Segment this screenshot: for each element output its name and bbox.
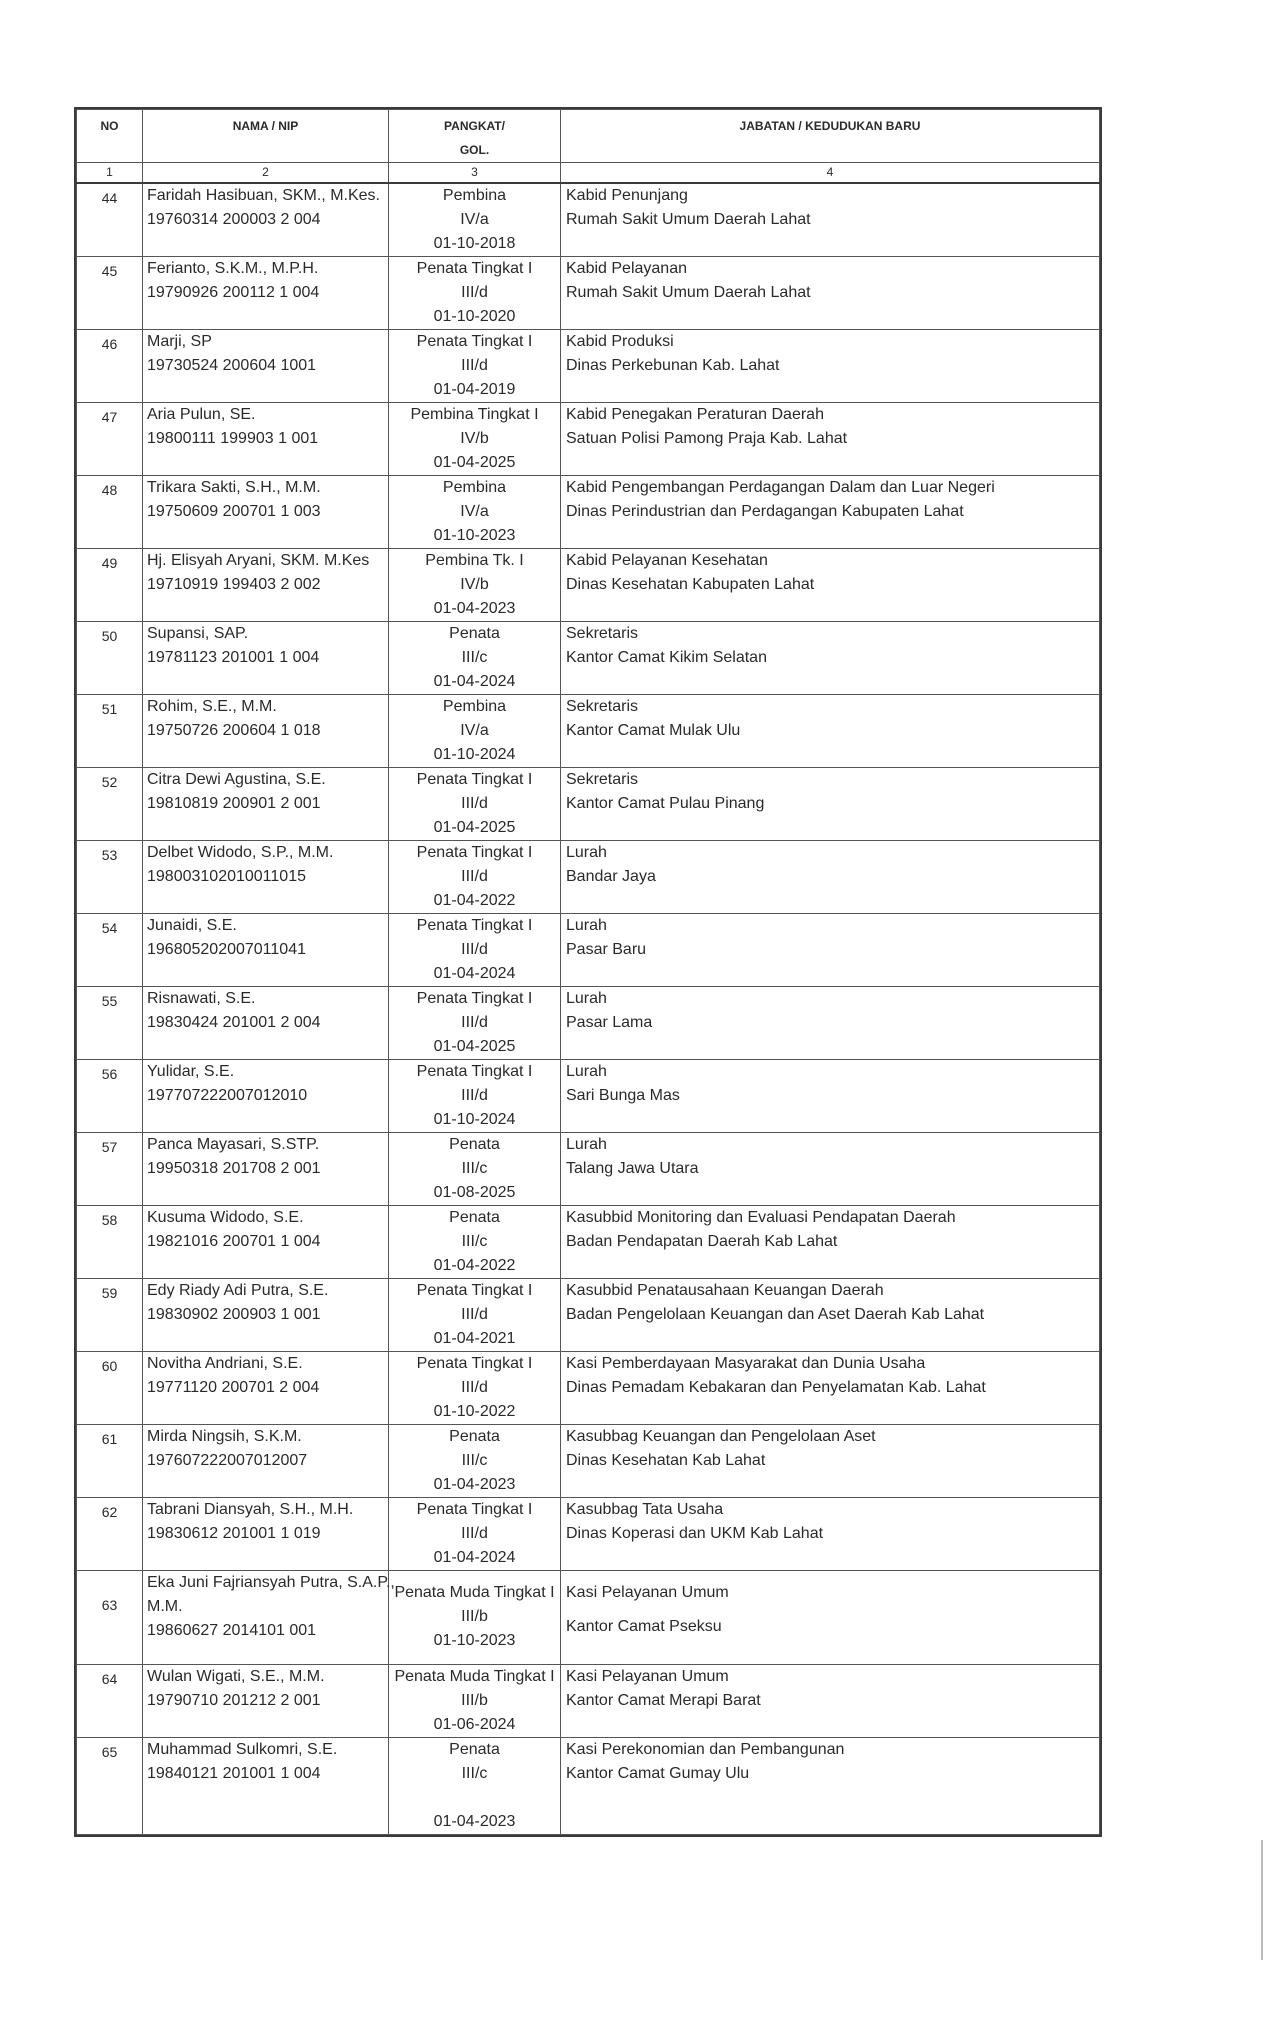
work-unit: Dinas Kesehatan Kabupaten Lahat [566,575,815,593]
employee-name: Delbet Widodo, S.P., M.M. [147,843,334,861]
rank-title: Penata Muda Tingkat I [394,1667,555,1685]
row-number: 50 [77,621,143,694]
rank-cell [389,986,561,1059]
rank-title: Penata [449,1427,500,1445]
row-number: 62 [77,1497,143,1570]
work-unit: Satuan Polisi Pamong Praja Kab. Lahat [566,429,848,447]
employee-nip: 19750726 200604 1 018 [147,721,321,739]
rank-title: Penata Tingkat I [416,259,533,277]
new-position: Kabid Penegakan Peraturan Daerah [566,405,824,423]
rank-date: 01-10-2024 [433,745,516,763]
name-nip-cell [143,1351,389,1424]
table-row [77,1205,1100,1278]
work-unit: Pasar Baru [566,940,647,958]
new-position: Lurah [566,1062,607,1080]
rank-grade: III/d [461,1013,488,1031]
rank-title: Penata [449,1135,500,1153]
rank-grade: III/b [461,1607,488,1625]
rank-title: Penata [449,1740,500,1758]
employee-nip: 19830424 201001 2 004 [147,1013,321,1031]
rank-date: 01-04-2024 [433,672,516,690]
position-cell [561,183,1100,257]
position-cell [561,1664,1100,1737]
rank-grade: III/d [461,794,488,812]
employee-name: Supansi, SAP. [147,624,249,642]
new-position: Lurah [566,916,607,934]
rank-cell [389,1737,561,1834]
position-cell [561,1497,1100,1570]
rank-date: 01-04-2024 [433,1548,516,1566]
row-number: 51 [77,694,143,767]
rank-title: Penata Tingkat I [416,916,533,934]
new-position: Sekretaris [566,624,639,642]
position-cell [561,329,1100,402]
rank-date: 01-06-2024 [433,1715,516,1733]
rank-date: 01-04-2025 [433,1037,516,1055]
work-unit: Pasar Lama [566,1013,653,1031]
rank-cell [389,1278,561,1351]
table-row [77,475,1100,548]
table-row [77,1497,1100,1570]
employee-name: Panca Mayasari, S.STP. [147,1135,320,1153]
name-nip-cell [143,548,389,621]
personnel-table [76,109,1100,1835]
rank-title: Pembina [442,186,507,204]
rank-grade: III/d [461,283,488,301]
employee-nip: 19710919 199403 2 002 [147,575,321,593]
work-unit: Dinas Perkebunan Kab. Lahat [566,356,780,374]
name-nip-cell [143,913,389,986]
employee-nip: 19750609 200701 1 003 [147,502,321,520]
row-number: 58 [77,1205,143,1278]
position-cell [561,256,1100,329]
employee-nip: 19790710 201212 2 001 [147,1691,321,1709]
table-row [77,402,1100,475]
position-cell [561,840,1100,913]
header-position: JABATAN / KEDUDUKAN BARU [561,110,1100,163]
position-cell [561,694,1100,767]
new-position: Kasi Perekonomian dan Pembangunan [566,1740,845,1758]
rank-title: Pembina [442,478,507,496]
table-row [77,1351,1100,1424]
rank-grade: IV/a [460,721,489,739]
name-nip-cell [143,840,389,913]
row-number: 57 [77,1132,143,1205]
work-unit: Sari Bunga Mas [566,1086,680,1104]
row-number: 49 [77,548,143,621]
position-cell [561,1570,1100,1664]
name-nip-cell [143,475,389,548]
new-position: Kasubbid Monitoring dan Evaluasi Pendapatan Daerah [566,1208,956,1226]
rank-cell [389,913,561,986]
name-nip-cell [143,694,389,767]
rank-cell [389,1664,561,1737]
work-unit: Kantor Camat Kikim Selatan [566,648,767,666]
rank-cell [389,548,561,621]
row-number: 47 [77,402,143,475]
employee-nip: 19730524 200604 1001 [147,356,317,374]
employee-name: Edy Riady Adi Putra, S.E. [147,1281,329,1299]
header-rank-line2: GOL. [459,143,490,157]
position-cell [561,621,1100,694]
employee-name: Wulan Wigati, S.E., M.M. [147,1667,325,1685]
rank-cell [389,256,561,329]
employee-name: Novitha Andriani, S.E. [147,1354,303,1372]
employee-name-cont: M.M. [147,1597,183,1615]
rank-date: 01-04-2021 [433,1329,516,1347]
position-cell [561,913,1100,986]
employee-nip: 19830612 201001 1 019 [147,1524,321,1542]
position-cell [561,986,1100,1059]
new-position: Kabid Pelayanan [566,259,687,277]
row-number: 44 [77,183,143,257]
rank-cell [389,767,561,840]
name-nip-cell [143,329,389,402]
work-unit: Kantor Camat Gumay Ulu [566,1764,750,1782]
rank-cell [389,183,561,257]
employee-nip: 19860627 2014101 001 [147,1621,317,1639]
rank-date: 01-04-2023 [433,599,516,617]
rank-title: Penata Tingkat I [416,1354,533,1372]
work-unit: Badan Pengelolaan Keuangan dan Aset Daerah Kab Lahat [566,1305,985,1323]
work-unit: Rumah Sakit Umum Daerah Lahat [566,283,811,301]
position-cell [561,1737,1100,1834]
rank-cell [389,1351,561,1424]
table-row [77,1278,1100,1351]
column-index-1: 1 [77,163,143,183]
rank-date: 01-08-2025 [433,1183,516,1201]
position-cell [561,1132,1100,1205]
rank-grade: III/b [461,1691,488,1709]
work-unit: Bandar Jaya [566,867,656,885]
name-nip-cell [143,1664,389,1737]
work-unit: Kantor Camat Merapi Barat [566,1691,761,1709]
rank-date: 01-04-2025 [433,453,516,471]
work-unit: Dinas Perindustrian dan Perdagangan Kabupaten Lahat [566,502,964,520]
table-row [77,1424,1100,1497]
new-position: Lurah [566,843,607,861]
table-row [77,986,1100,1059]
name-nip-cell [143,402,389,475]
new-position: Kasi Pelayanan Umum [566,1583,729,1601]
rank-date: 01-10-2024 [433,1110,516,1128]
rank-grade: IV/a [460,502,489,520]
employee-name: Aria Pulun, SE. [147,405,256,423]
rank-grade: IV/a [460,210,489,228]
employee-nip: 19830902 200903 1 001 [147,1305,321,1323]
rank-date: 01-04-2024 [433,964,516,982]
rank-title: Pembina [442,697,507,715]
table-header [77,110,1100,183]
rank-cell [389,475,561,548]
rank-title: Penata Tingkat I [416,989,533,1007]
employee-nip: 19950318 201708 2 001 [147,1159,321,1177]
row-number: 60 [77,1351,143,1424]
employee-nip: 19781123 201001 1 004 [147,648,320,666]
rank-date: 01-10-2020 [433,307,516,325]
name-nip-cell [143,1059,389,1132]
new-position: Lurah [566,1135,607,1153]
work-unit: Talang Jawa Utara [566,1159,699,1177]
rank-cell [389,694,561,767]
rank-grade: III/d [461,867,488,885]
rank-title: Penata [449,1208,500,1226]
position-cell [561,1351,1100,1424]
header-name-nip: NAMA / NIP [143,110,389,163]
employee-nip: 19800111 199903 1 001 [147,429,319,447]
rank-cell [389,1570,561,1664]
work-unit: Dinas Pemadam Kebakaran dan Penyelamatan Kab. Lahat [566,1378,986,1396]
rank-title: Penata Tingkat I [416,843,533,861]
employee-nip: 19771120 200701 2 004 [147,1378,320,1396]
new-position: Kasi Pelayanan Umum [566,1667,729,1685]
work-unit: Kantor Camat Pseksu [566,1617,722,1635]
new-position: Kasubbid Penatausahaan Keuangan Daerah [566,1281,884,1299]
employee-name: Yulidar, S.E. [147,1062,235,1080]
rank-cell [389,1059,561,1132]
table-row [77,1570,1100,1664]
employee-name: Rohim, S.E., M.M. [147,697,277,715]
row-number: 55 [77,986,143,1059]
position-cell [561,1424,1100,1497]
name-nip-cell [143,1132,389,1205]
position-cell [561,767,1100,840]
rank-grade: III/d [461,1378,488,1396]
rank-title: Penata Muda Tingkat I [394,1583,555,1601]
table-row [77,548,1100,621]
rank-grade: III/d [461,1086,488,1104]
new-position: Kabid Pelayanan Kesehatan [566,551,768,569]
rank-grade: III/c [461,648,488,666]
rank-date: 01-04-2022 [433,891,516,909]
row-number: 65 [77,1737,143,1834]
position-cell [561,475,1100,548]
rank-grade: III/d [461,940,488,958]
name-nip-cell [143,767,389,840]
header-rank-line1: PANGKAT/ [444,119,505,133]
employee-name: Trikara Sakti, S.H., M.M. [147,478,321,496]
rank-title: Pembina Tingkat I [410,405,539,423]
name-nip-cell [143,621,389,694]
table-row [77,913,1100,986]
employee-nip: 197607222007012007 [147,1451,308,1469]
rank-title: Penata Tingkat I [416,1062,533,1080]
row-number: 52 [77,767,143,840]
row-number: 48 [77,475,143,548]
employee-nip: 19760314 200003 2 004 [147,210,321,228]
name-nip-cell [143,256,389,329]
employee-nip: 196805202007011041 [147,940,306,958]
position-cell [561,1278,1100,1351]
employee-nip: 19821016 200701 1 004 [147,1232,321,1250]
rank-title: Penata Tingkat I [416,332,533,350]
employee-nip: 197707222007012010 [147,1086,308,1104]
column-index-2: 2 [143,163,389,183]
employee-name: Tabrani Diansyah, S.H., M.H. [147,1500,354,1518]
rank-cell [389,1424,561,1497]
table-row [77,621,1100,694]
new-position: Sekretaris [566,697,639,715]
personnel-table-sheet [74,107,1102,1837]
table-row [77,840,1100,913]
work-unit: Rumah Sakit Umum Daerah Lahat [566,210,811,228]
name-nip-cell [143,1497,389,1570]
employee-name: Marji, SP [147,332,212,350]
rank-title: Pembina Tk. I [425,551,524,569]
name-nip-cell [143,1278,389,1351]
rank-grade: III/d [461,356,488,374]
rank-grade: III/c [461,1159,488,1177]
work-unit: Kantor Camat Mulak Ulu [566,721,741,739]
employee-name: Risnawati, S.E. [147,989,256,1007]
table-row [77,767,1100,840]
table-row [77,1059,1100,1132]
rank-title: Penata [449,624,500,642]
name-nip-cell [143,1424,389,1497]
position-cell [561,1059,1100,1132]
employee-name: Mirda Ningsih, S.K.M. [147,1427,302,1445]
rank-grade: III/c [461,1232,488,1250]
rank-date: 01-10-2023 [433,526,516,544]
rank-title: Penata Tingkat I [416,1500,533,1518]
rank-cell [389,1497,561,1570]
rank-title: Penata Tingkat I [416,1281,533,1299]
rank-grade: III/c [461,1451,488,1469]
row-number: 59 [77,1278,143,1351]
work-unit: Dinas Koperasi dan UKM Kab Lahat [566,1524,824,1542]
name-nip-cell [143,986,389,1059]
rank-cell [389,621,561,694]
rank-grade: III/d [461,1524,488,1542]
name-nip-cell [143,183,389,257]
rank-grade: IV/b [460,575,489,593]
scan-edge-mark [1261,1840,1263,1960]
employee-name: Hj. Elisyah Aryani, SKM. M.Kes [147,551,370,569]
rank-cell [389,1132,561,1205]
table-row [77,183,1100,257]
table-row [77,329,1100,402]
new-position: Kasi Pemberdayaan Masyarakat dan Dunia Usaha [566,1354,926,1372]
new-position: Kasubbag Keuangan dan Pengelolaan Aset [566,1427,876,1445]
row-number: 46 [77,329,143,402]
work-unit: Dinas Kesehatan Kab Lahat [566,1451,766,1469]
new-position: Kasubbag Tata Usaha [566,1500,724,1518]
name-nip-cell [143,1737,389,1834]
new-position: Kabid Pengembangan Perdagangan Dalam dan Luar Negeri [566,478,995,496]
row-number: 56 [77,1059,143,1132]
new-position: Sekretaris [566,770,639,788]
new-position: Kabid Penunjang [566,186,688,204]
employee-name: Muhammad Sulkomri, S.E. [147,1740,338,1758]
table-row [77,694,1100,767]
position-cell [561,1205,1100,1278]
rank-date: 01-10-2023 [433,1631,516,1649]
header-no: NO [77,110,143,163]
new-position: Kabid Produksi [566,332,674,350]
employee-name: Ferianto, S.K.M., M.P.H. [147,259,319,277]
employee-name: Kusuma Widodo, S.E. [147,1208,304,1226]
row-number: 64 [77,1664,143,1737]
rank-cell [389,840,561,913]
employee-nip: 19840121 201001 1 004 [147,1764,321,1782]
rank-date: 01-04-2019 [433,380,516,398]
employee-nip: 198003102010011015 [147,867,306,885]
row-number: 45 [77,256,143,329]
row-number: 63 [77,1570,143,1664]
rank-grade: IV/b [460,429,489,447]
work-unit: Kantor Camat Pulau Pinang [566,794,765,812]
rank-date: 01-04-2023 [433,1812,516,1830]
rank-cell [389,1205,561,1278]
name-nip-cell [143,1205,389,1278]
table-row [77,256,1100,329]
rank-cell [389,329,561,402]
position-cell [561,548,1100,621]
new-position: Lurah [566,989,607,1007]
employee-nip: 19810819 200901 2 001 [147,794,321,812]
position-cell [561,402,1100,475]
rank-grade: III/c [461,1764,488,1782]
rank-cell [389,402,561,475]
employee-name: Junaidi, S.E. [147,916,237,934]
work-unit: Badan Pendapatan Daerah Kab Lahat [566,1232,838,1250]
row-number: 61 [77,1424,143,1497]
rank-date: 01-10-2018 [433,234,516,252]
column-index-3: 3 [389,163,561,183]
rank-grade: III/d [461,1305,488,1323]
name-nip-cell [143,1570,395,1664]
rank-date: 01-10-2022 [433,1402,516,1420]
row-number: 54 [77,913,143,986]
table-row [77,1664,1100,1737]
rank-date: 01-04-2023 [433,1475,516,1493]
rank-title: Penata Tingkat I [416,770,533,788]
rank-date: 01-04-2025 [433,818,516,836]
employee-nip: 19790926 200112 1 004 [147,283,320,301]
table-row [77,1737,1100,1834]
row-number: 53 [77,840,143,913]
table-row [77,1132,1100,1205]
table-body [77,183,1100,1835]
rank-date: 01-04-2022 [433,1256,516,1274]
header-rank [389,110,561,163]
employee-name: Citra Dewi Agustina, S.E. [147,770,326,788]
employee-name: Faridah Hasibuan, SKM., M.Kes. [147,186,380,204]
column-index-4: 4 [561,163,1100,183]
employee-name: Eka Juni Fajriansyah Putra, S.A.P., [147,1573,395,1591]
